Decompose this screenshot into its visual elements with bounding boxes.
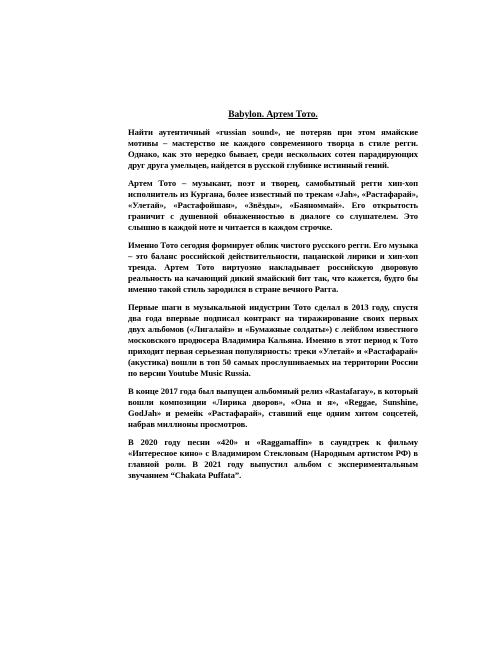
paragraph-first-steps: Первые шаги в музыкальной индустрии Тото сделал в 2013 году, спустя два года впервые подписал контракт на тиражирование своих первых двух альбомов («Лигалайз» и «Бумажные солдаты») с лейблом известного московского продюсера Владимира Кальяна. Именно в этот период к Тото приходит первая серьезная популярность: треки «Улетай» и «Растафарай» (акустика) вошли в топ 50 самых прослушиваемых на территории России по версии Youtube Music Russia. [128, 302, 418, 378]
paragraph-2017-release: В конце 2017 года был выпущен альбомный релиз «Rastafaray», в который вошли композиции «Лирика дворов», «Она и я», «Reggae, Sunshine, GodJah» и ремейк «Растафарай», ставший еще одним хитом соцсетей, набрав миллионы просмотров. [128, 386, 418, 429]
document-title: Babylon. Артем Тото. [228, 110, 318, 120]
paragraph-artist: Артем Тото – музыкант, поэт и творец, самобытный регги хип-хоп исполнитель из Кургана, более известный по трекам «Jah», «Растафарай», «Улетай», «Растафойшан», «Звёзды», «Баяноммай». Его открытость граничит с душевной обнаженностью в диалоге со слушателем. Это слышно в каждой ноте и читается в каждом строчке. [128, 178, 418, 232]
paragraph-style: Именно Тото сегодня формирует облик чистого русского регги. Его музыка – это баланс российской действительности, пацанской лирики и хип-хоп тренда. Артем Тото виртуозно накладывает российскую дворовую реальность на качающий дикий ямайский бит так, что кажется, будто бы именно такой стиль зародился в стране вечного Рагга. [128, 240, 418, 294]
paragraph-intro: Найти аутентичный «russian sound», не потеряв при этом ямайские мотивы – мастерство не каждого современного творца в стиле регги. Однако, как это нередко бывает, среди нескольких сотен парадирующих друг друга умельцев, найдется в русской глубинке истинный гений. [128, 127, 418, 170]
paragraph-2020-2021: В 2020 году песни «420» и «Raggamaffin» в саундтрек к фильму «Интересное кино» с Владимиром Стекловым (Народным артистом РФ) в главной роли. В 2021 году выпустил альбом с экспериментальным звучанием “Chakata Puffata”. [128, 437, 418, 480]
document-body [128, 109, 418, 481]
